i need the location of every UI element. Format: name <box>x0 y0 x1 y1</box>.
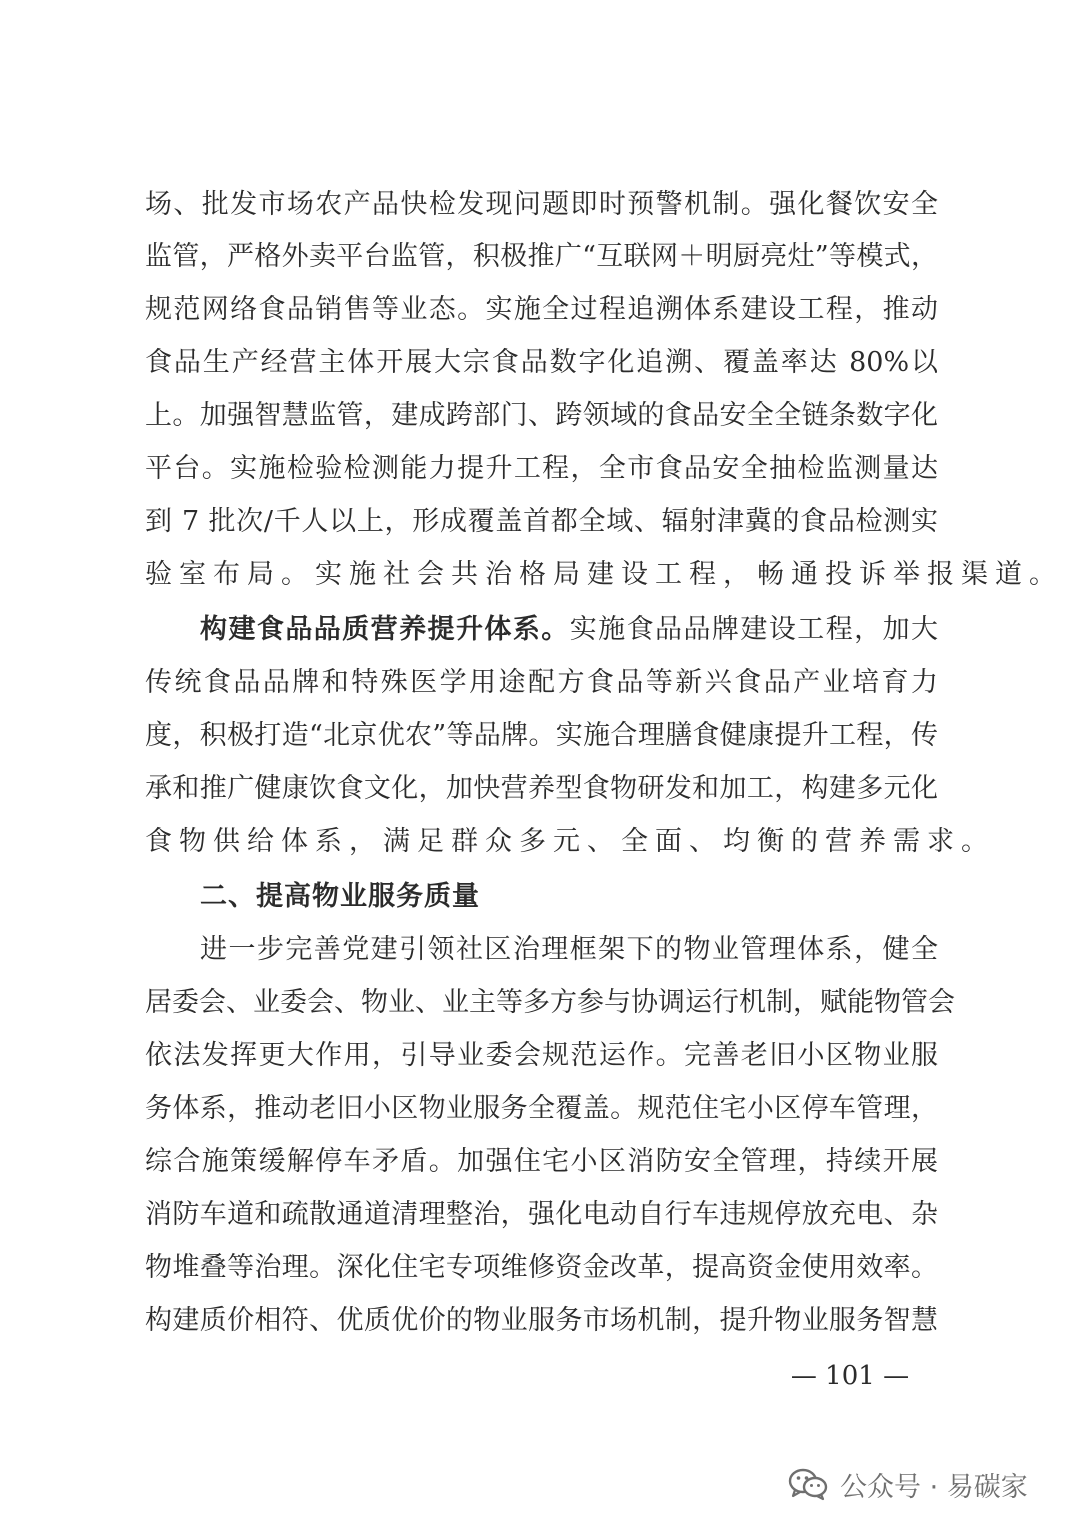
paragraph-1-line-4: 食品生产经营主体开展大宗食品数字化追溯、覆盖率达 80%以 <box>145 347 938 378</box>
paragraph-3-line-6: 消防车道和疏散通道清理整治，强化电动自行车违规停放充电、杂 <box>145 1199 938 1230</box>
paragraph-2-line-2: 传统食品品牌和特殊医学用途配方食品等新兴食品产业培育力 <box>145 667 938 698</box>
paragraph-3-line-3: 依法发挥更大作用，引导业委会规范运作。完善老旧小区物业服 <box>145 1040 938 1071</box>
paragraph-3-line-2: 居委会、业委会、物业、业主等多方参与协调运行机制，赋能物管会 <box>145 987 955 1018</box>
paragraph-1-line-5: 上。加强智慧监管，建成跨部门、跨领域的食品安全全链条数字化 <box>145 400 938 431</box>
page-number: — 101 — <box>790 1361 910 1391</box>
paragraph-1-line-2: 监管，严格外卖平台监管，积极推广“互联网＋明厨亮灶”等模式， <box>145 241 938 272</box>
paragraph-2-lead: 构建食品品质营养提升体系。 <box>200 614 570 645</box>
paragraph-1-line-3: 规范网络食品销售等业态。实施全过程追溯体系建设工程，推动 <box>145 294 938 325</box>
paragraph-2-line-3: 度，积极打造“北京优农”等品牌。实施合理膳食健康提升工程，传 <box>145 720 938 751</box>
watermark <box>788 1462 1028 1506</box>
section-heading: 二、提高物业服务质量 <box>200 881 480 912</box>
paragraph-2-line-5: 食物供给体系，满足群众多元、全面、均衡的营养需求。 <box>145 826 995 857</box>
paragraph-1-line-6: 平台。实施检验检测能力提升工程，全市食品安全抽检监测量达 <box>145 453 938 484</box>
paragraph-3-line-7: 物堆叠等治理。深化住宅专项维修资金改革，提高资金使用效率。 <box>145 1252 938 1283</box>
paragraph-1-line-1: 场、批发市场农产品快检发现问题即时预警机制。强化餐饮安全 <box>145 189 938 220</box>
paragraph-1-line-8: 验室布局。实施社会共治格局建设工程，畅通投诉举报渠道。 <box>145 559 1063 590</box>
paragraph-3-line-8: 构建质价相符、优质优价的物业服务市场机制，提升物业服务智慧 <box>145 1305 938 1336</box>
paragraph-2-line-1 <box>200 610 938 650</box>
paragraph-1-line-7: 到 7 批次/千人以上，形成覆盖首都全域、辐射津冀的食品检测实 <box>145 506 938 537</box>
paragraph-3-line-4: 务体系，推动老旧小区物业服务全覆盖。规范住宅小区停车管理， <box>145 1093 938 1124</box>
paragraph-3-line-1: 进一步完善党建引领社区治理框架下的物业管理体系，健全 <box>200 934 938 965</box>
paragraph-2-first-rest: 实施食品品牌建设工程，加大 <box>569 614 939 645</box>
paragraph-2-line-4: 承和推广健康饮食文化，加快营养型食物研发和加工，构建多元化 <box>145 773 938 804</box>
paragraph-3-line-5: 综合施策缓解停车矛盾。加强住宅小区消防安全管理，持续开展 <box>145 1146 938 1177</box>
watermark-text: 公众号 · 易碳家 <box>840 1471 1028 1503</box>
wechat-icon <box>788 1467 828 1501</box>
